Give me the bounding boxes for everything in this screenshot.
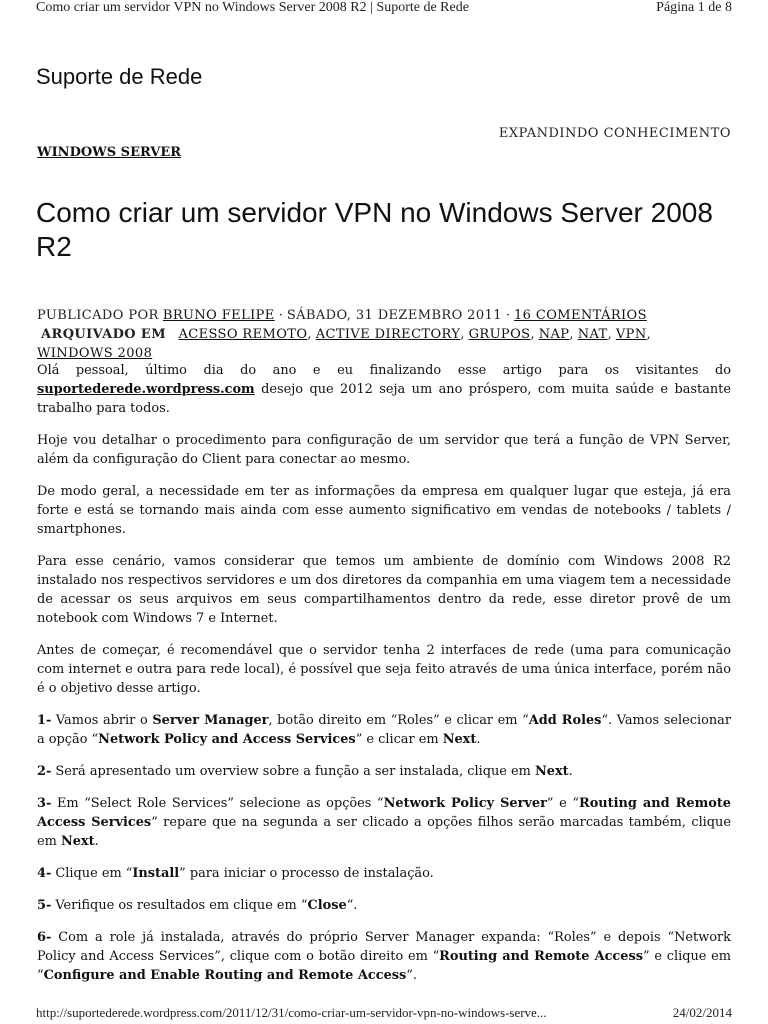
step-5: 5- Verifique os resultados em clique em “Close“. xyxy=(37,898,358,913)
print-page-number: Página 1 de 8 xyxy=(656,0,732,15)
post-body xyxy=(37,361,731,998)
step-2: 2- Será apresentado um overview sobre a função a ser instalada, clique em Next. xyxy=(37,764,573,779)
published-label: PUBLICADO POR xyxy=(37,308,159,323)
step-6: 6- Com a role já instalada, através do próprio Server Manager expanda: “Roles” e depois “Network Policy and Access Services”, clique com o botão direito em “Routing and Remote Access” e clique em “Configure and Enable Routing and Remote Access“. xyxy=(37,930,731,983)
step-1: 1- Vamos abrir o Server Manager, botão direito em “Roles” e clicar em “Add Roles“. Vamos selecionar a opção “Network Policy and Access Services” e clicar em Next. xyxy=(37,713,731,747)
tag-link[interactable]: NAP xyxy=(538,327,570,342)
tag-link[interactable]: NAT xyxy=(577,327,608,342)
step-3: 3- Em “Select Role Services” selecione as opções “Network Policy Server” e “Routing and Remote Access Services” repare que na segunda a ser clicado a opções filhos serão marcadas também, clique em Next. xyxy=(37,796,731,849)
print-footer xyxy=(36,1005,732,1021)
post-meta: PUBLICADO POR BRUNO FELIPE · SÁBADO, 31 DEZEMBRO 2011 · 16 COMENTÁRIOS ARQUIVADO EM ACESSO REMOTO, ACTIVE DIRECTORY, GRUPOS, NAP, NAT, VPN, WINDOWS 2008 xyxy=(37,308,651,361)
paragraph: Hoje vou detalhar o procedimento para configuração de um servidor que terá a função de VPN Server, além da configuração do Client para conectar ao mesmo. xyxy=(37,433,731,467)
site-title[interactable]: Suporte de Rede xyxy=(36,64,203,89)
paragraph: Antes de começar, é recomendável que o servidor tenha 2 interfaces de rede (uma para comunicação com internet e outra para rede local), é possível que seja feito através de uma única interface, porém não é o objetivo desse artigo. xyxy=(37,643,731,696)
paragraph: De modo geral, a necessidade em ter as informações da empresa em qualquer lugar que esteja, já era forte e está se tornando mais ainda com esse aumento significativo em vendas de notebooks / tablets / smartphones. xyxy=(37,484,731,537)
site-tagline: EXPANDINDO CONHECIMENTO xyxy=(498,126,731,141)
tag-link[interactable]: GRUPOS xyxy=(468,327,531,342)
tag-link[interactable]: ACESSO REMOTO xyxy=(178,327,308,342)
print-footer-date: 24/02/2014 xyxy=(672,1005,732,1020)
tag-link[interactable]: ACTIVE DIRECTORY xyxy=(315,327,461,342)
post-title: Como criar um servidor VPN no Windows Server 2008 R2 xyxy=(36,197,713,262)
post-date: SÁBADO, 31 DEZEMBRO 2011 xyxy=(286,308,502,323)
step-4: 4- Clique em “Install” para iniciar o processo de instalação. xyxy=(37,866,434,881)
print-header xyxy=(36,0,732,18)
paragraph: Para esse cenário, vamos considerar que temos um ambiente de domínio com Windows 2008 R2 instalado nos respectivos servidores e um dos diretores da companhia em uma viagem tem a necessidade de acessar os seus arquivos em seus compartilhamentos dentro da rede, esse diretor provê de um notebook com Windows 7 e Internet. xyxy=(37,554,731,626)
print-header-title: Como criar um servidor VPN no Windows Server 2008 R2 | Suporte de Rede xyxy=(36,0,469,15)
comments-link[interactable]: 16 COMENTÁRIOS xyxy=(514,308,647,323)
tag-link[interactable]: WINDOWS 2008 xyxy=(37,346,153,361)
print-footer-url: http://suportederede.wordpress.com/2011/12/31/como-criar-um-servidor-vpn-no-windows-serve... xyxy=(36,1005,547,1020)
author-link[interactable]: BRUNO FELIPE xyxy=(162,308,275,323)
archived-label: ARQUIVADO EM xyxy=(41,327,167,342)
tag-link[interactable]: VPN xyxy=(615,327,647,342)
site-link[interactable]: suportederede.wordpress.com xyxy=(37,382,255,397)
category-link[interactable]: WINDOWS SERVER xyxy=(37,145,182,160)
intro-paragraph: Olá pessoal, último dia do ano e eu finalizando esse artigo para os visitantes do suportederede.wordpress.com desejo que 2012 seja um ano próspero, com muita saúde e bastante trabalho para todos. xyxy=(37,363,731,416)
